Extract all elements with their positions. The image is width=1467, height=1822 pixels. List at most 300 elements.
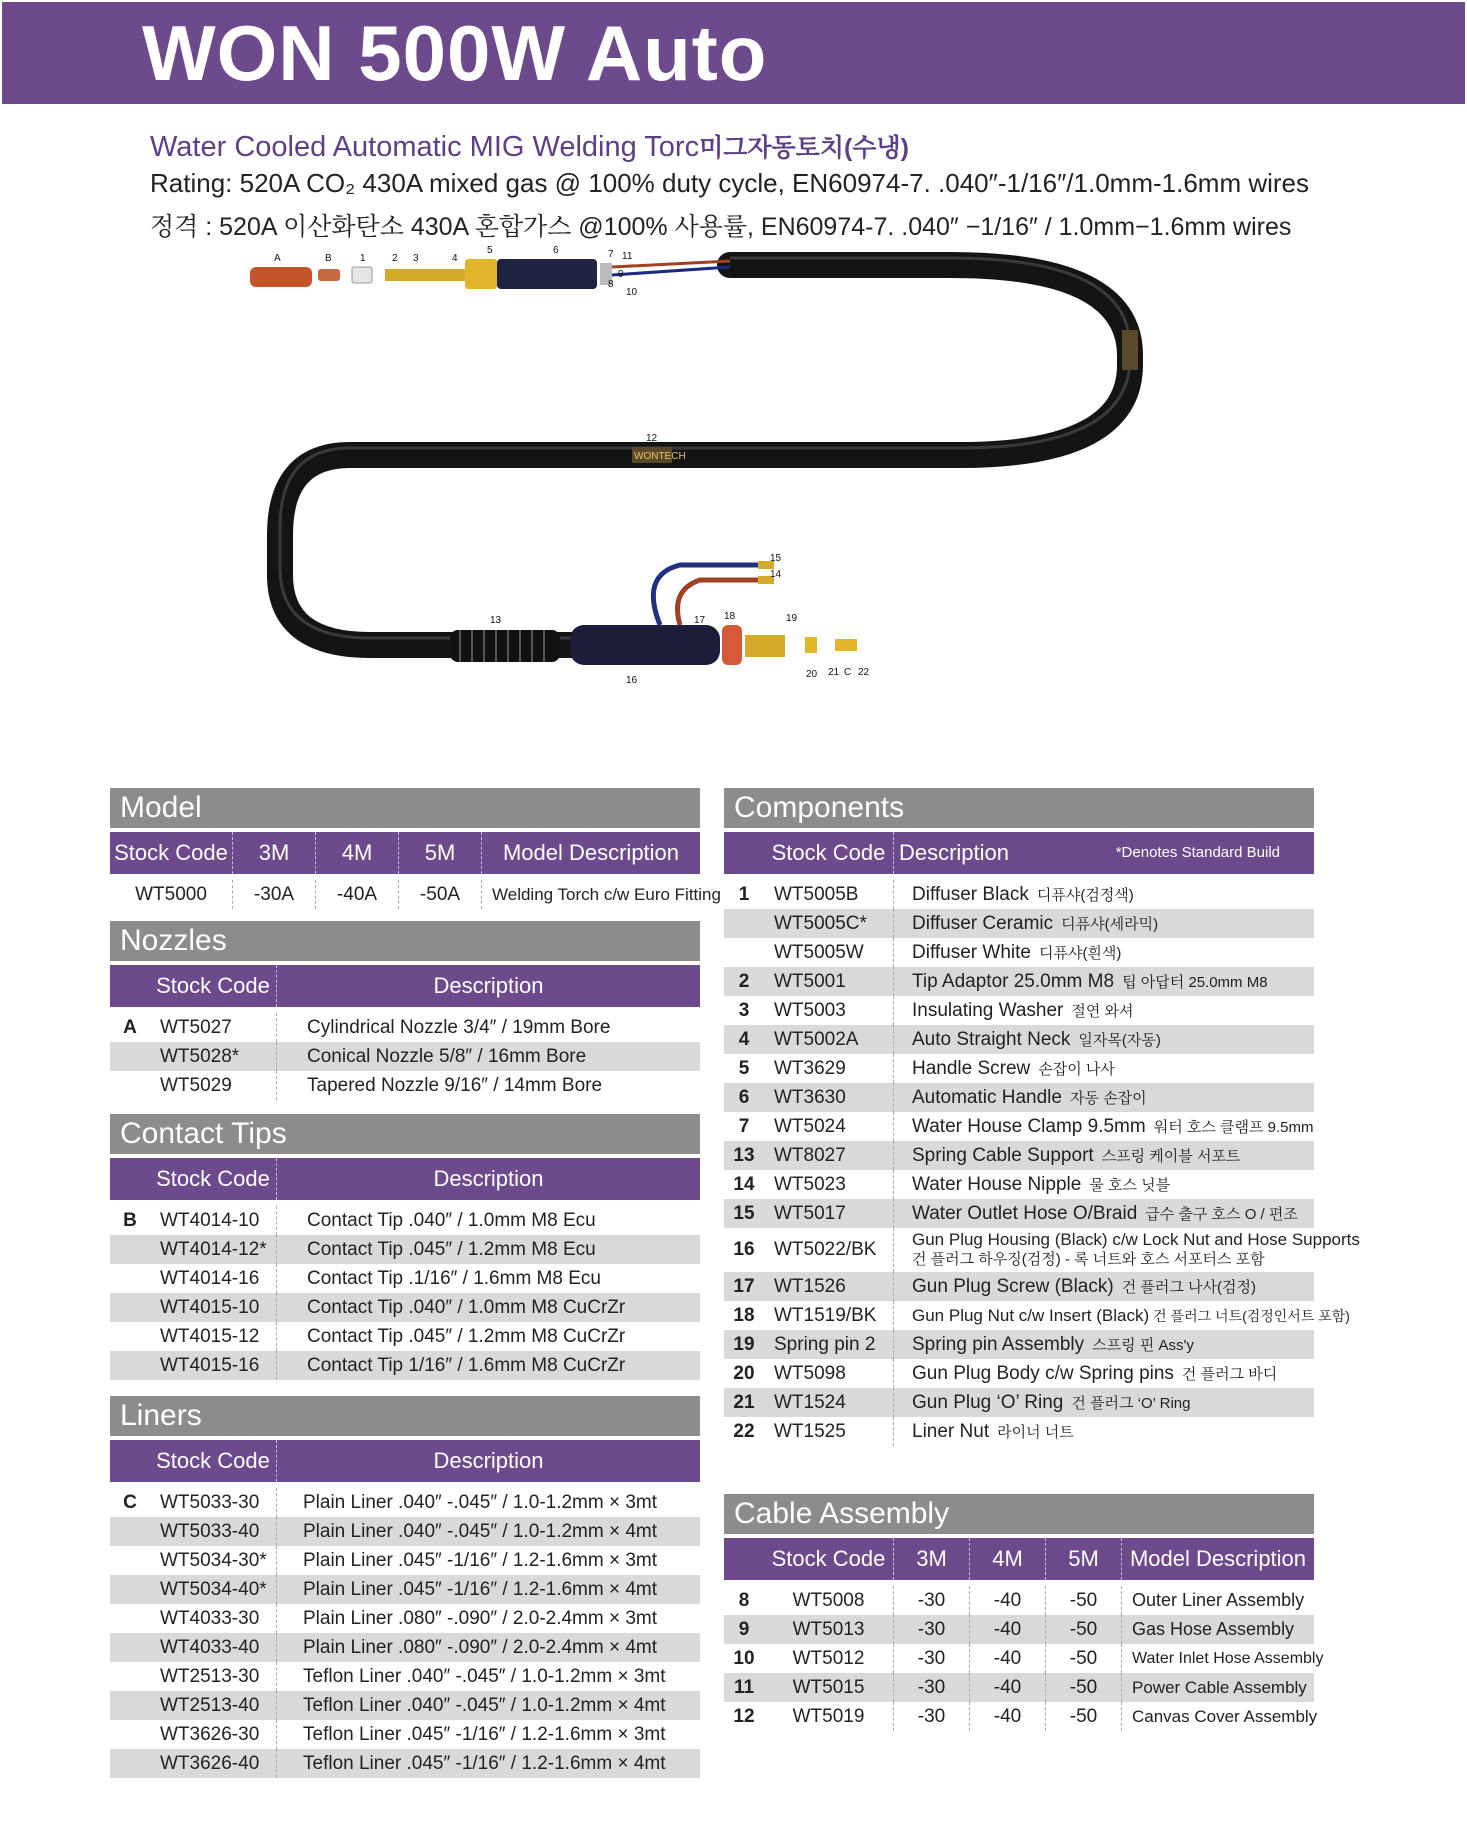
table-row	[110, 1720, 700, 1749]
stock-code: WT5005C*	[764, 909, 894, 938]
section-title: Cable Assembly	[724, 1494, 1314, 1534]
description-en: Diffuser Ceramic	[912, 913, 1054, 934]
description-en: Spring Cable Support	[912, 1145, 1094, 1166]
table-row	[724, 1054, 1314, 1083]
description: Contact Tip .1/16″ / 1.6mm M8 Ecu	[307, 1268, 601, 1289]
column-header: Description	[433, 1448, 544, 1473]
subtitle-kr: 미그자동토치(수냉)	[699, 134, 909, 162]
stock-code: WT5027	[150, 1013, 277, 1042]
stock-code: WT5029	[150, 1071, 277, 1100]
description-kr: 워터 호스 클램프 9.5mm	[1153, 1119, 1314, 1136]
description	[894, 967, 1314, 996]
stock-code: WT5005B	[764, 880, 894, 909]
description-kr: 급수 출구 호스 O / 편조	[1145, 1206, 1298, 1223]
ref-label: 18	[733, 1305, 755, 1326]
cell-5m: -50A	[399, 880, 482, 909]
description: Plain Liner .045″ -1/16″ / 1.2-1.6mm × 3mt	[303, 1550, 658, 1571]
page-title: WON 500W Auto	[142, 9, 768, 97]
stock-code: WT1526	[764, 1272, 894, 1301]
stock-code: WT4014-12*	[150, 1235, 277, 1264]
stock-code: WT4015-16	[150, 1351, 277, 1380]
model-description: Outer Liner Assembly	[1132, 1590, 1305, 1610]
table-row	[724, 1615, 1314, 1644]
description-en: Auto Straight Neck	[912, 1029, 1071, 1050]
ref-label	[110, 1351, 150, 1380]
column-header: 3M	[233, 832, 316, 874]
callout: 8	[608, 279, 614, 290]
ref-label: 11	[733, 1677, 755, 1698]
table-row	[724, 909, 1314, 938]
table-row	[724, 1586, 1314, 1615]
description: Plain Liner .040″ -.045″ / 1.0-1.2mm × 3mt	[303, 1492, 658, 1513]
stock-code: WT5028*	[150, 1042, 277, 1071]
subtitle-en: Water Cooled Automatic MIG Welding Torc	[150, 131, 700, 163]
ref-label: 21	[733, 1392, 755, 1413]
ref-label: 2	[738, 971, 750, 992]
ref-label: 15	[733, 1203, 755, 1224]
table-row	[110, 1322, 700, 1351]
table-header	[724, 832, 1314, 874]
section-title: Nozzles	[110, 921, 700, 961]
description	[894, 1112, 1314, 1141]
cell-4m: -40A	[316, 880, 399, 909]
stock-code: WT2513-40	[150, 1691, 277, 1720]
callout: 20	[806, 669, 818, 680]
description: Teflon Liner .045″ -1/16″ / 1.2-1.6mm × 4mt	[303, 1753, 666, 1774]
description-kr: 자동 손잡이	[1069, 1090, 1147, 1107]
callout: 1	[360, 253, 366, 264]
table-row	[110, 1749, 700, 1778]
stock-code: WT1524	[764, 1388, 894, 1417]
cell-3m: -30	[894, 1586, 970, 1615]
table-row	[110, 1264, 700, 1293]
cell-3m: -30	[894, 1615, 970, 1644]
table-header	[110, 832, 700, 874]
section-title: Liners	[110, 1396, 700, 1436]
model-section	[110, 788, 721, 909]
callout: 6	[553, 245, 559, 256]
table-row	[110, 1206, 700, 1235]
torch-diagram	[260, 245, 1260, 775]
stock-code: WT5034-30*	[150, 1546, 277, 1575]
stock-code: WT5034-40*	[150, 1575, 277, 1604]
cell-3m: -30	[894, 1644, 970, 1673]
table-header	[110, 1158, 700, 1200]
description	[894, 1141, 1314, 1170]
ref-label	[110, 1293, 150, 1322]
table-row	[724, 1170, 1314, 1199]
description: Plain Liner .080″ -.090″ / 2.0-2.4mm × 3mt	[303, 1608, 658, 1629]
stock-code: WT5013	[764, 1615, 894, 1644]
ref-label: 13	[733, 1145, 755, 1166]
ref-label	[724, 909, 764, 938]
ref-label: 1	[738, 884, 750, 905]
description: Teflon Liner .040″ -.045″ / 1.0-1.2mm × 4mt	[303, 1695, 666, 1716]
model-description: Gas Hose Assembly	[1132, 1619, 1295, 1639]
description: Cylindrical Nozzle 3/4″ / 19mm Bore	[307, 1017, 611, 1038]
stock-code: WT5019	[764, 1702, 894, 1731]
description-kr: 디퓨샤(흰색)	[1038, 945, 1122, 962]
nozzle-part	[250, 267, 312, 287]
description-en: Gun Plug Housing (Black) c/w Lock Nut and Hose Supports	[912, 1230, 1360, 1249]
callout: 2	[392, 253, 398, 264]
stock-code: WT4015-10	[150, 1293, 277, 1322]
water-outlet-hose	[653, 565, 760, 625]
table-header	[724, 1538, 1314, 1580]
stock-code: WT5022/BK	[764, 1228, 894, 1272]
table-header	[110, 1440, 700, 1482]
table-row	[724, 996, 1314, 1025]
ref-label	[110, 1546, 150, 1575]
ref-label	[110, 1322, 150, 1351]
table-row	[110, 1488, 700, 1517]
ref-label: 19	[733, 1334, 755, 1355]
standard-build-note: *Denotes Standard Build	[1115, 844, 1280, 861]
ref-label: 12	[733, 1706, 755, 1727]
stock-code: WT5005W	[764, 938, 894, 967]
stock-code: WT4033-40	[150, 1633, 277, 1662]
cell-4m: -40	[970, 1586, 1046, 1615]
cell-5m: -50	[1046, 1644, 1122, 1673]
rating-text-kr: 정격 : 520A 이산화탄소 430A 혼합가스 @100% 사용률, EN60974-7. .040″ −1/16″ / 1.0mm−1.6mm wires	[150, 213, 1292, 241]
stock-code: WT5008	[764, 1586, 894, 1615]
column-header: Stock Code	[150, 965, 277, 1007]
description: Tapered Nozzle 9/16″ / 14mm Bore	[307, 1075, 603, 1096]
ref-label: 20	[733, 1363, 755, 1384]
callout: 17	[694, 615, 706, 626]
ref-label: 22	[733, 1421, 755, 1442]
section-title: Components	[724, 788, 1314, 828]
description-kr: 디퓨샤(세라믹)	[1061, 916, 1159, 933]
gun-plug-body-part	[745, 635, 785, 657]
table-row	[724, 1388, 1314, 1417]
description: Contact Tip .040″ / 1.0mm M8 Ecu	[307, 1210, 596, 1231]
cell-5m: -50	[1046, 1586, 1122, 1615]
description-en: Handle Screw	[912, 1058, 1031, 1079]
stock-code: WT8027	[764, 1141, 894, 1170]
table-row	[110, 1071, 700, 1100]
table-row	[110, 1662, 700, 1691]
callout: C	[844, 667, 852, 678]
table-row	[110, 1575, 700, 1604]
table-row	[110, 880, 721, 909]
cell-4m: -40	[970, 1644, 1046, 1673]
ref-label	[724, 938, 764, 967]
description-kr: 손잡이 나사	[1038, 1061, 1115, 1078]
description-kr: 스프링 핀 Ass'y	[1092, 1337, 1194, 1354]
callout: 19	[786, 613, 798, 624]
callout: 11	[622, 251, 633, 262]
description: Teflon Liner .045″ -1/16″ / 1.2-1.6mm × 3mt	[303, 1724, 666, 1745]
ref-label: 14	[733, 1174, 755, 1195]
description-en: Gun Plug Nut c/w Insert (Black)	[912, 1306, 1150, 1325]
stock-code: WT1525	[764, 1417, 894, 1446]
description-en: Gun Plug Screw (Black)	[912, 1276, 1114, 1297]
cell-3m: -30	[894, 1673, 970, 1702]
diffuser-part	[352, 267, 372, 283]
callout: B	[325, 253, 332, 264]
table-row	[724, 967, 1314, 996]
callout: 16	[626, 675, 638, 686]
ref-label: 3	[738, 1000, 750, 1021]
table-row	[110, 1517, 700, 1546]
table-row	[724, 1083, 1314, 1112]
stock-code: WT5033-30	[150, 1488, 277, 1517]
table-row	[724, 1359, 1314, 1388]
description: Contact Tip .045″ / 1.2mm M8 Ecu	[307, 1239, 596, 1260]
table-row	[724, 1702, 1318, 1731]
nozzles-section	[110, 921, 700, 1100]
ref-label	[110, 1749, 150, 1778]
cell-4m: -40	[970, 1702, 1046, 1731]
description-kr: 스프링 케이블 서포트	[1101, 1148, 1241, 1165]
description-kr: 일자목(자동)	[1078, 1032, 1161, 1049]
cell-3m: -30	[894, 1702, 970, 1731]
stock-code: WT5017	[764, 1199, 894, 1228]
description-kr: 건 플러그 나사(검정)	[1121, 1279, 1256, 1296]
callout: A	[274, 253, 281, 264]
gun-plug-nut-part	[722, 625, 742, 665]
ref-label: 17	[733, 1276, 755, 1297]
description	[894, 1388, 1314, 1417]
description	[894, 1330, 1314, 1359]
ref-label: A	[123, 1017, 137, 1038]
stock-code: WT5033-40	[150, 1517, 277, 1546]
table-row	[110, 1546, 700, 1575]
table-row	[724, 1644, 1324, 1673]
column-header: Stock Code	[110, 832, 233, 874]
cable-assembly-section	[724, 1494, 1324, 1731]
table-row	[724, 1228, 1360, 1272]
ref-label	[110, 1604, 150, 1633]
table-header	[110, 965, 700, 1007]
callout: 15	[770, 553, 782, 564]
handle-screw-part	[465, 259, 497, 289]
description: Contact Tip .045″ / 1.2mm M8 CuCrZr	[307, 1326, 626, 1347]
description-kr: 팁 아답터 25.0mm M8	[1122, 974, 1268, 991]
description	[894, 909, 1314, 938]
callout: 4	[452, 253, 458, 264]
table-row	[724, 938, 1314, 967]
stock-code: WT4033-30	[150, 1604, 277, 1633]
description-kr: 건 플러그 바디	[1181, 1366, 1278, 1383]
stock-code: WT3630	[764, 1083, 894, 1112]
stock-code: WT4014-10	[150, 1206, 277, 1235]
ref-label	[110, 1071, 150, 1100]
description-en: Tip Adaptor 25.0mm M8	[912, 971, 1115, 992]
column-header: Stock Code	[764, 1538, 894, 1580]
callout: 7	[608, 249, 614, 260]
stock-code: WT4015-12	[150, 1322, 277, 1351]
callout: 18	[724, 611, 736, 622]
ref-label: 4	[738, 1029, 750, 1050]
description	[894, 938, 1314, 967]
contact-tip-part	[318, 269, 340, 281]
stock-code: WT5098	[764, 1359, 894, 1388]
ref-label	[110, 1575, 150, 1604]
table-row	[110, 1235, 700, 1264]
ref-label: B	[123, 1210, 137, 1231]
model-description: Power Cable Assembly	[1132, 1678, 1307, 1697]
section-title: Model	[110, 788, 700, 828]
description: Contact Tip .040″ / 1.0mm M8 CuCrZr	[307, 1297, 626, 1318]
description-en: Automatic Handle	[912, 1087, 1062, 1108]
callout: 3	[413, 253, 419, 264]
description-kr: 라이너 너트	[997, 1424, 1074, 1441]
ref-label	[110, 1264, 150, 1293]
column-header: Description	[898, 840, 1010, 865]
cell-5m: -50	[1046, 1673, 1122, 1702]
table-row	[724, 1112, 1314, 1141]
description-en: Insulating Washer	[912, 1000, 1064, 1021]
table-row	[110, 1633, 700, 1662]
stock-code: WT3626-30	[150, 1720, 277, 1749]
stock-code: WT5002A	[764, 1025, 894, 1054]
description-en: Water House Nipple	[912, 1174, 1082, 1195]
table-row	[724, 1301, 1350, 1330]
callout: 21	[828, 667, 840, 678]
column-header: Stock Code	[150, 1440, 277, 1482]
callout: 5	[487, 245, 493, 256]
cell-4m: -40	[970, 1673, 1046, 1702]
stock-code: WT5023	[764, 1170, 894, 1199]
column-header: Model Description	[1129, 1546, 1307, 1571]
description	[894, 1272, 1314, 1301]
table-row	[110, 1042, 700, 1071]
brand-text-mid: WONTECH	[634, 451, 686, 462]
description-en: Diffuser Black	[912, 884, 1029, 905]
column-header: Model Description	[502, 840, 680, 865]
description-en: Liner Nut	[912, 1421, 990, 1442]
callout: 9	[618, 269, 624, 280]
water-inlet-hose	[678, 580, 761, 625]
ref-label	[110, 1662, 150, 1691]
stock-code: WT4014-16	[150, 1264, 277, 1293]
column-header: Stock Code	[764, 832, 894, 874]
table-row	[724, 1673, 1314, 1702]
table-row	[110, 1604, 700, 1633]
table-row	[110, 1293, 700, 1322]
description	[894, 1170, 1314, 1199]
description-kr: 건 플러그 너트(검정인서트 포함)	[1153, 1308, 1350, 1324]
description: Contact Tip 1/16″ / 1.6mm M8 CuCrZr	[307, 1355, 626, 1376]
description	[894, 1025, 1314, 1054]
cell-5m: -50	[1046, 1702, 1122, 1731]
rating-text: Rating: 520A CO₂ 430A mixed gas @ 100% duty cycle, EN60974-7. .040″-1/16″/1.0mm-1.6mm wires	[150, 168, 1310, 198]
stock-code: WT5000	[110, 880, 233, 909]
cell-4m: -40	[970, 1615, 1046, 1644]
ref-label	[110, 1720, 150, 1749]
o-ring-part	[805, 637, 817, 653]
contact-tips-section	[110, 1114, 700, 1380]
column-header: Stock Code	[150, 1158, 277, 1200]
handle-part	[497, 259, 597, 289]
description	[894, 880, 1314, 909]
ref-label: 10	[733, 1648, 755, 1669]
table-row	[110, 1351, 700, 1380]
column-header: 4M	[316, 832, 399, 874]
description: Plain Liner .040″ -.045″ / 1.0-1.2mm × 4mt	[303, 1521, 658, 1542]
description	[894, 1199, 1314, 1228]
stock-code: WT3626-40	[150, 1749, 277, 1778]
section-title: Contact Tips	[110, 1114, 700, 1154]
ref-label: 16	[733, 1239, 755, 1260]
brand-label-right	[1122, 330, 1138, 370]
table-row	[724, 1025, 1314, 1054]
description	[894, 1359, 1314, 1388]
column-header: Description	[433, 1166, 544, 1191]
table-row	[724, 1417, 1314, 1446]
ref-label: 5	[738, 1058, 750, 1079]
description: Plain Liner .045″ -1/16″ / 1.2-1.6mm × 4mt	[303, 1579, 658, 1600]
gun-plug-housing-part	[570, 625, 720, 665]
table-row	[110, 1013, 700, 1042]
description-kr: 건 플러그 하우징(검정) - 록 너트와 호스 서포터스 포함	[912, 1251, 1265, 1268]
callout: 22	[858, 667, 870, 678]
subtitle	[150, 128, 909, 164]
cell-3m: -30A	[233, 880, 316, 909]
description	[894, 1301, 1350, 1330]
column-header: 3M	[894, 1538, 970, 1580]
description-en: Gun Plug ‘O’ Ring	[912, 1392, 1064, 1413]
description: Teflon Liner .040″ -.045″ / 1.0-1.2mm × 3mt	[303, 1666, 666, 1687]
liners-section	[110, 1396, 700, 1778]
description-en: Water Outlet Hose O/Braid	[912, 1203, 1138, 1224]
description-en: Water House Clamp 9.5mm	[912, 1116, 1146, 1137]
description	[894, 996, 1314, 1025]
column-header: 5M	[1046, 1538, 1122, 1580]
column-header: 4M	[970, 1538, 1046, 1580]
stock-code: WT5003	[764, 996, 894, 1025]
table-row	[724, 1141, 1314, 1170]
stock-code: WT5024	[764, 1112, 894, 1141]
description-kr: 물 호스 닛블	[1089, 1177, 1171, 1194]
ref-label	[110, 1691, 150, 1720]
stock-code: WT2513-30	[150, 1662, 277, 1691]
description: Conical Nozzle 5/8″ / 16mm Bore	[307, 1046, 587, 1067]
model-description: Water Inlet Hose Assembly	[1132, 1650, 1324, 1667]
ref-label	[110, 1633, 150, 1662]
description-en: Spring pin Assembly	[912, 1334, 1085, 1355]
description	[894, 1228, 1360, 1272]
ref-label: 9	[738, 1619, 750, 1640]
description-kr: 디퓨샤(검정색)	[1036, 887, 1134, 904]
column-header: 5M	[399, 832, 482, 874]
description	[894, 1083, 1314, 1112]
description	[894, 1417, 1314, 1446]
ref-label: 7	[738, 1116, 750, 1137]
table-row	[724, 1330, 1314, 1359]
ref-label	[110, 1042, 150, 1071]
description-kr: 건 플러그 ‘O’ Ring	[1071, 1395, 1191, 1412]
callout: 12	[646, 433, 658, 444]
ref-label: 6	[738, 1087, 750, 1108]
callout: 14	[770, 569, 782, 580]
description-kr: 절연 와셔	[1071, 1003, 1134, 1020]
model-description: Canvas Cover Assembly	[1132, 1707, 1318, 1726]
callout: 10	[626, 287, 638, 298]
callout: 13	[490, 615, 502, 626]
cell-5m: -50	[1046, 1615, 1122, 1644]
description-en: Gun Plug Body c/w Spring pins	[912, 1363, 1174, 1384]
stock-code: WT1519/BK	[764, 1301, 894, 1330]
liner-nut-part	[835, 639, 857, 651]
description-en: Diffuser White	[912, 942, 1031, 963]
torch-cable	[280, 265, 1130, 645]
components-section	[724, 788, 1360, 1446]
table-row	[110, 1691, 700, 1720]
table-row	[724, 1272, 1314, 1301]
